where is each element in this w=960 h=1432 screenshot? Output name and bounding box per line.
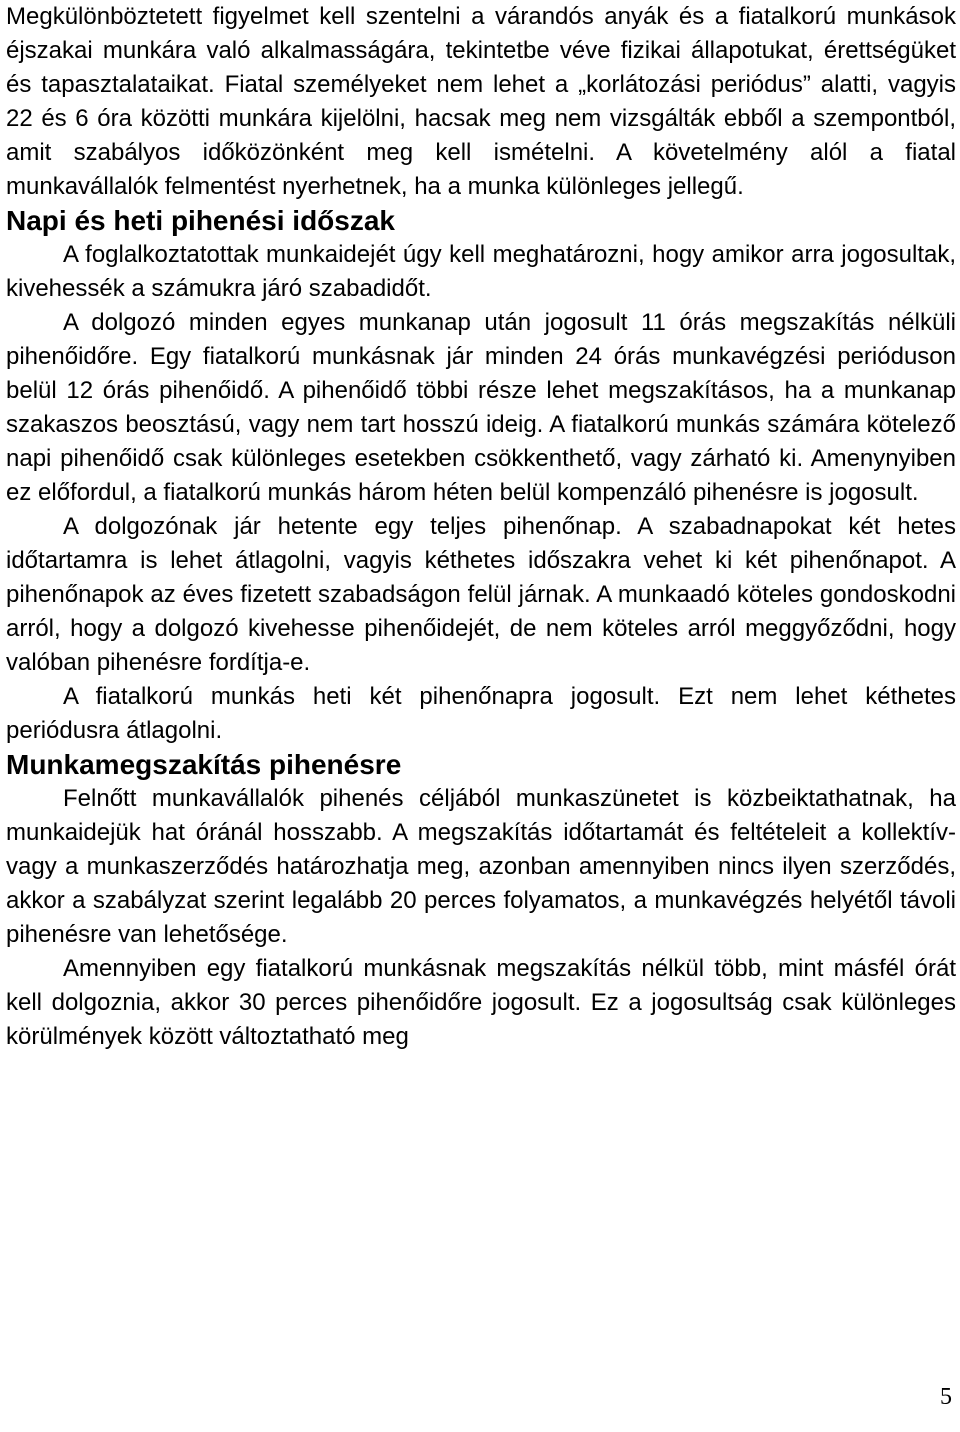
rest-paragraph-1: A foglalkoztatottak munkaidejét úgy kell meghatározni, hogy amikor arra jogosultak, kivehessék a számukra járó szabadidőt. bbox=[6, 241, 956, 302]
rest-paragraph-3: A dolgozónak jár hetente egy teljes pihenőnap. A szabadnapokat két hetes időtartamra is lehet átlagolni, vagyis kéthetes időszakra vehet ki két pihenőnapot. A pihenőnapok az éves fizetett szabadságon felül járnak. A munkaadó köteles gondoskodni arról, hogy a dolgozó kivehesse pihenőidejét, de nem köteles arról meggyőződni, hogy valóban pihenésre fordítja-e. bbox=[6, 513, 956, 676]
rest-paragraph-4: A fiatalkorú munkás heti két pihenőnapra jogosult. Ezt nem lehet kéthetes periódusra átlagolni. bbox=[6, 683, 956, 744]
page-number: 5 bbox=[940, 1384, 952, 1410]
section-heading-daily-weekly-rest: Napi és heti pihenési időszak bbox=[6, 205, 396, 236]
section-heading-work-breaks: Munkamegszakítás pihenésre bbox=[6, 749, 402, 780]
breaks-paragraph-1: Felnőtt munkavállalók pihenés céljából munkaszünetet is közbeiktathatnak, ha munkaidejük hat óránál hosszabb. A megszakítás időtartamát és feltételeit a kollektív- vagy a munkaszerződés határozhatja meg, azonban amennyiben nincs ilyen szerződés, akkor a szabályzat szerint legalább 20 perces folyamatos, a munkavégzés helyétől távoli pihenésre van lehetősége. bbox=[6, 785, 956, 948]
breaks-paragraph-2: Amennyiben egy fiatalkorú munkásnak megszakítás nélkül több, mint másfél órát kell dolgoznia, akkor 30 perces pihenőidőre jogosult. Ez a jogosultság csak különleges körülmények között változtatható meg bbox=[6, 955, 956, 1050]
intro-paragraph: Megkülönböztetett figyelmet kell szentelni a várandós anyák és a fiatalkorú munkások éjszakai munkára való alkalmasságára, tekintetbe véve fizikai állapotukat, érettségüket és tapasztalataikat. Fiatal személyeket nem lehet a „korlátozási periódus” alatti, vagyis 22 és 6 óra közötti munkára kijelölni, hacsak meg nem vizsgálták ebből a szempontból, amit szabályos időközönként meg kell ismételni. A követelmény alól a fiatal munkavállalók felmentést nyerhetnek, ha a munka különleges jellegű. bbox=[6, 3, 956, 200]
rest-paragraph-2: A dolgozó minden egyes munkanap után jogosult 11 órás megszakítás nélküli pihenőidőre. Egy fiatalkorú munkásnak jár minden 24 órás munkavégzési perióduson belül 12 órás pihenőidő. A pihenőidő többi része lehet megszakításos, ha a munkanap szakaszos beosztású, vagy nem tart hosszú ideig. A fiatalkorú munkás számára kötelező napi pihenőidő csak különleges esetekben csökkenthető, vagy zárható ki. Amenynyiben ez előfordul, a fiatalkorú munkás három héten belül kompenzáló pihenésre is jogosult. bbox=[6, 309, 956, 506]
document-page bbox=[6, 0, 956, 1054]
